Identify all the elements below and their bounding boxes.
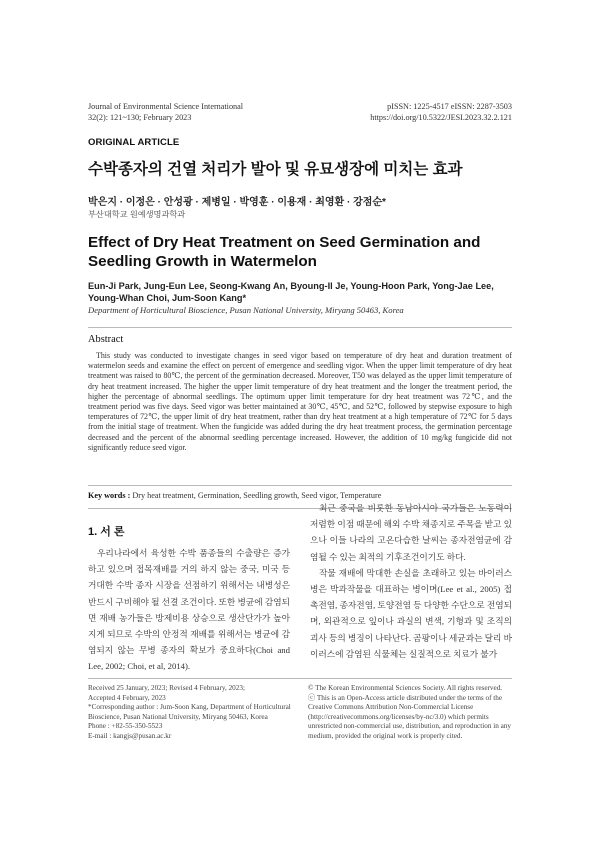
journal-header	[88, 101, 243, 123]
english-title: Effect of Dry Heat Treatment on Seed Germination and Seedling Growth in Watermelon	[88, 234, 481, 270]
keywords	[88, 491, 381, 500]
abstract-text: This study was conducted to investigate changes in seed vigor based on temperature of dry heat and duration treatment of watermelon seeds and examine the effect on percent of emergence and seedling vigor. When the upper limit temperature of dry heat treatment was raised to 80℃, the percent of the germination decreased. Moreover, T50 was delayed as the upper limit temperature of dry heat treatment increased. The higher the upper limit temperature of dry heat treatment and the longer the treatment period, the higher the percentage of abnormal seedlings. The optimum upper limit temperature for dry heat treatment was 72℃, and the treatment period was five days. Seed vigor was better maintained at 30℃, 45℃, and 52℃, followed by stepwise exposure to high temperatures of 72℃, the upper limit of dry heat treatment, rather than dry heat treatment at a high temperature of 72℃ for 5 days from the initial stage of treatment. When the fungicide was added during the dry heat treatment process, the germination percentage decreased and the percent of the abnormal seedling percentage increased. However, the addition of 10 mg/kg fungicide did not significantly reduce seed vigor.	[88, 351, 512, 452]
keywords-text: Dry heat treatment, Germination, Seedling growth, Seed vigor, Temperature	[130, 491, 382, 500]
issn-text: pISSN: 1225-4517 eISSN: 2287-3503	[387, 102, 512, 111]
body-column-right	[310, 500, 512, 662]
accepted-date: Accepted 4 February, 2023	[88, 693, 166, 702]
footer-article-info	[88, 684, 293, 742]
email-link[interactable]: E-mail : kangjs@pusan.ac.kr	[88, 731, 172, 740]
journal-issue: 32(2): 121~130; February 2023	[88, 113, 192, 122]
body-paragraph: 최근 중국을 비롯한 동남아시아 국가들은 노동력이 저렴한 이점 때문에 해외 수박 채종지로 주목을 받고 있으나 이들 나라의 고온다습한 날씨는 종자전염균에 감염될 수 있는 최적의 기후조건이기도 하다.	[310, 503, 513, 562]
korean-affiliation: 부산대학교 원예생명과학과	[88, 210, 186, 219]
english-authors: Eun-Ji Park, Jung-Eun Lee, Seong-Kwang An, Byoung-Il Je, Young-Hoon Park, Yong-Jae Lee, Young-Whan Choi, Jum-Soon Kang*	[88, 281, 494, 303]
journal-name: Journal of Environmental Science International	[88, 102, 244, 111]
body-paragraph: 작물 재배에 막대한 손실을 초래하고 있는 바이러스병은 박과작물을 대표하는 병이며(Lee et al., 2005) 접촉전염, 종자전염, 토양전염 등 다양한 수단으로 전염되며, 외관적으로 잎이나 과실의 변색, 기형과 및 조직의 괴사 등의 병징이 나타난다. 곰팡이나 세균과는 달리 바이러스에 감염된 식물체는 실질적으로 치료가 불가	[310, 567, 513, 659]
doi-link[interactable]: https://doi.org/10.5322/JESI.2023.32.2.121	[370, 113, 512, 122]
section-heading: 1. 서 론	[88, 526, 125, 538]
license-notice: ⓒ This is an Open-Access article distributed under the terms of the Creative Commons Attribution Non-Commercial License (http://creativecommons.org/licenses/by-nc/3.0) which permits unrestricted non-commercial use, distribution, and reproduction in any medium, provided the original work is properly cited.	[308, 693, 511, 740]
keywords-label: Key words :	[88, 491, 131, 500]
divider	[88, 327, 512, 328]
received-date: Received 25 January, 2023; Revised 4 February, 2023;	[88, 684, 245, 692]
english-affiliation: Department of Horticultural Bioscience, Pusan National University, Miryang 50463, Korea	[88, 305, 404, 315]
phone: Phone : +82-55-350-5523	[88, 722, 163, 731]
copyright-notice: © The Korean Environmental Sciences Society. All rights reserved.	[308, 684, 503, 692]
body-paragraph: 우리나라에서 육성한 수박 품종들의 수출량은 증가하고 있으며 접목재배를 거의 하지 않는 중국, 미국 등 거대한 수박 종자 시장을 선점하기 위해서는 내병성은 반드시 구비해야 될 선결 조건이다. 또한 병균에 감염되면 재배 농가들은 방제비용 상승으로 생산단가가 높아지게 되므로 수박의 안정적 재배를 위해서는 병균에 감염되지 않는 무병 종자의 확보가 중요하다(Choi and Lee, 2002; Choi, et al, 2014).	[88, 548, 291, 672]
issn-header	[370, 101, 512, 123]
divider	[88, 485, 512, 486]
korean-authors: 박은지 · 이정은 · 안성광 · 제병일 · 박영훈 · 이용재 · 최영환 · 강점순*	[88, 197, 386, 208]
article-type: ORIGINAL ARTICLE	[88, 137, 180, 148]
corresponding-author: *Corresponding author : Jum-Soon Kang, Department of Horticultural Bioscience, Pusan National University, Miryang 50463, Korea	[88, 703, 291, 721]
body-column-left	[88, 545, 290, 675]
abstract-heading: Abstract	[88, 334, 124, 345]
korean-title: 수박종자의 건열 처리가 발아 및 유묘생장에 미치는 효과	[88, 161, 463, 178]
footer-divider	[88, 678, 512, 679]
footer-license	[308, 684, 518, 742]
